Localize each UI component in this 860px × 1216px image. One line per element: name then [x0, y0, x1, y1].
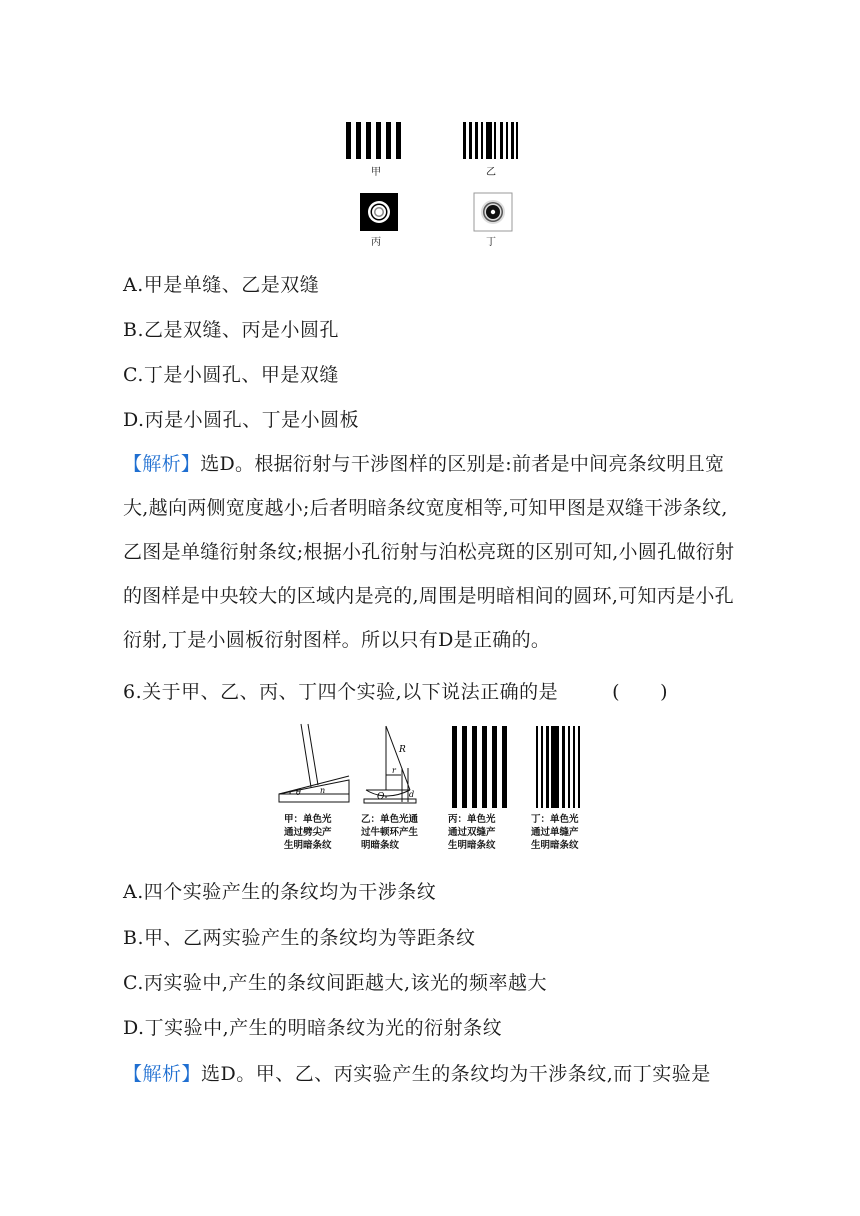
q6-option-a: A.四个实验产生的条纹均为干涉条纹	[123, 881, 437, 903]
bing-bar	[452, 726, 457, 808]
q6-stem-text: 6.关于甲、乙、丙、丁四个实验,以下说法正确的是	[123, 681, 559, 703]
analysis-text: 选D。根据衍射与干涉图样的区别是:前者是中间亮条纹明且宽大,越向两侧宽度越小;后者明暗条纹宽度相等,可知甲图是双缝干涉条纹,乙图是单缝衍射条纹;根据小孔衍射与泊松亮斑的区别可知,小圆孔做衍射的图样是中央较大的区域内是亮的,周围是明暗相间的圆环,可知丙是小孔衍射,丁是小圆板衍射图样。所以只有D是正确的。	[123, 453, 735, 651]
pattern-figure	[330, 110, 530, 250]
q6-analysis-tag: 【解析】	[123, 1063, 202, 1085]
caption-jia: 甲：单色光 通过劈尖产 生明暗条纹	[284, 814, 332, 851]
bing-bar	[472, 726, 477, 808]
bing-bar	[482, 726, 487, 808]
yi-bar	[506, 122, 508, 159]
q6-stem	[123, 678, 668, 706]
q5-option-a: A.甲是单缝、乙是双缝	[123, 274, 320, 296]
caption-bing: 丙：单色光 通过双缝产 生明暗条纹	[448, 814, 496, 851]
theta-symbol: θ	[296, 788, 301, 797]
R-symbol: R	[399, 745, 406, 755]
answer-paren-open: (	[612, 681, 621, 703]
jia-bar	[386, 122, 391, 159]
pattern-jia	[346, 122, 401, 159]
pattern-bing	[360, 193, 398, 231]
wedge-diagram	[279, 724, 349, 802]
ding-bar	[546, 726, 549, 808]
experiment-figure	[276, 720, 596, 812]
q6-analysis-text: 选D。甲、乙、丙实验产生的条纹均为干涉条纹,而丁实验是	[201, 1063, 711, 1085]
ding-bar	[578, 726, 580, 808]
jia-bar	[346, 122, 351, 159]
analysis-tag: 【解析】	[123, 453, 201, 475]
yi-bar	[494, 122, 496, 159]
ding-bar	[573, 726, 575, 808]
q6-option-c: C.丙实验中,产生的条纹间距越大,该光的频率越大	[123, 972, 547, 994]
n-symbol: n	[320, 786, 326, 795]
label-bing: 丙	[371, 237, 381, 248]
q5-option-d: D.丙是小圆孔、丁是小圆板	[123, 409, 360, 431]
yi-bar	[500, 122, 503, 159]
yi-bar	[511, 122, 514, 159]
r-symbol: r	[392, 766, 396, 775]
jia-bar	[356, 122, 361, 159]
yi-bar	[481, 122, 483, 159]
bing-bar	[502, 726, 507, 808]
q6-option-d: D.丁实验中,产生的明暗条纹为光的衍射条纹	[123, 1017, 503, 1039]
ding-bar	[541, 726, 543, 808]
caption-yi: 乙：单色光通 过牛顿环产生 明暗条纹	[361, 814, 419, 851]
pattern-yi	[463, 122, 518, 159]
label-jia: 甲	[371, 167, 381, 178]
pattern-ding	[474, 193, 512, 231]
ding-bar	[551, 726, 559, 808]
bing-bar	[462, 726, 467, 808]
jia-bar	[376, 122, 381, 159]
single-slit-pattern	[536, 726, 580, 808]
q5-option-c: C.丁是小圆孔、甲是双缝	[123, 364, 339, 386]
ding-bar	[562, 726, 565, 808]
jia-bar	[396, 122, 401, 159]
yi-bar	[469, 122, 472, 159]
label-ding: 丁	[486, 237, 496, 248]
q6-analysis	[123, 1060, 711, 1088]
bing-bar	[492, 726, 497, 808]
ding-bar	[536, 726, 538, 808]
yi-bar	[463, 122, 466, 159]
answer-paren-close: )	[660, 681, 669, 703]
yi-bar	[475, 122, 478, 159]
q5-analysis	[123, 442, 745, 662]
label-yi: 乙	[486, 167, 496, 178]
O-symbol: O	[377, 792, 385, 802]
jia-bar	[366, 122, 371, 159]
yi-bar	[516, 122, 518, 159]
caption-ding: 丁：单色光 通过单缝产 生明暗条纹	[531, 814, 579, 851]
ding-bar	[568, 726, 570, 808]
d-symbol: d	[409, 790, 415, 799]
q5-option-b: B.乙是双缝、丙是小圆孔	[123, 319, 340, 341]
yi-bar	[486, 122, 492, 159]
double-slit-pattern	[452, 726, 507, 808]
q6-option-b: B.甲、乙两实验产生的条纹均为等距条纹	[123, 927, 476, 949]
